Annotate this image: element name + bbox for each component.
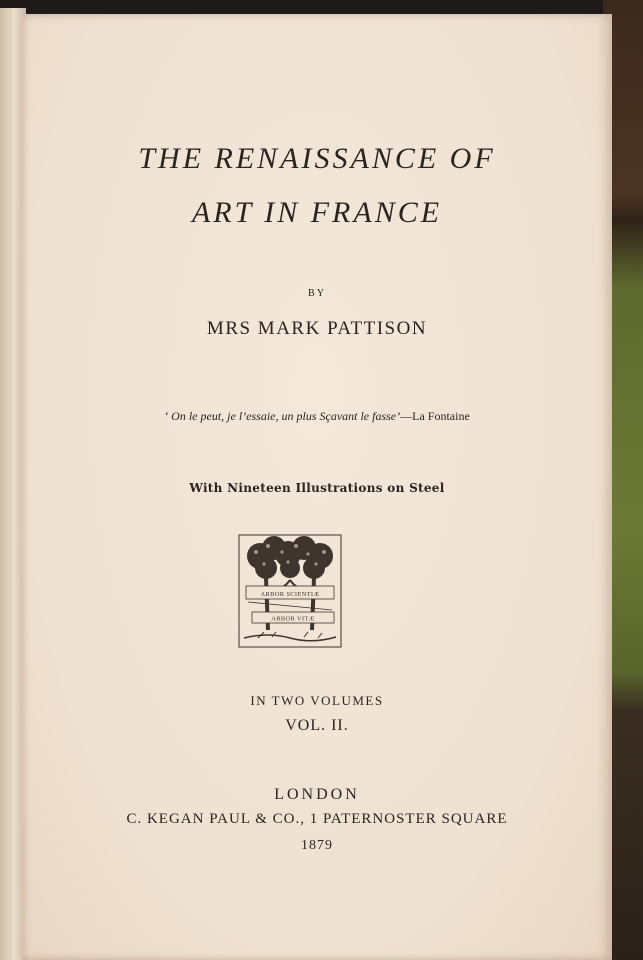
title-line-2: ART IN FRANCE — [191, 196, 443, 229]
author-name: MRS MARK PATTISON — [206, 318, 428, 339]
publication-city: LONDON — [274, 786, 360, 803]
emblem-banner-bottom: ARBOR VITÆ — [271, 615, 315, 623]
tree-emblem-image — [238, 534, 342, 648]
title-line-1: THE RENAISSANCE OF — [138, 142, 496, 175]
volumes-label: IN TWO VOLUMES — [250, 693, 384, 708]
illustrations-note: With Nineteen Illustrations on Steel — [189, 481, 445, 495]
epigraph — [22, 409, 612, 424]
epigraph-attribution: —La Fontaine — [400, 409, 470, 423]
title-page — [22, 14, 612, 960]
epigraph-quote: ‘ On le peut, je l’essaie, un plus Sçavant le fasse’ — [164, 409, 401, 423]
volume-number: VOL. II. — [285, 717, 349, 734]
by-label: BY — [308, 288, 326, 299]
publisher-name: C. KEGAN PAUL & CO., 1 PATERNOSTER SQUARE — [126, 811, 508, 827]
publication-year: 1879 — [301, 838, 333, 853]
emblem-banner-top: ARBOR SCIENTIÆ — [260, 591, 320, 598]
